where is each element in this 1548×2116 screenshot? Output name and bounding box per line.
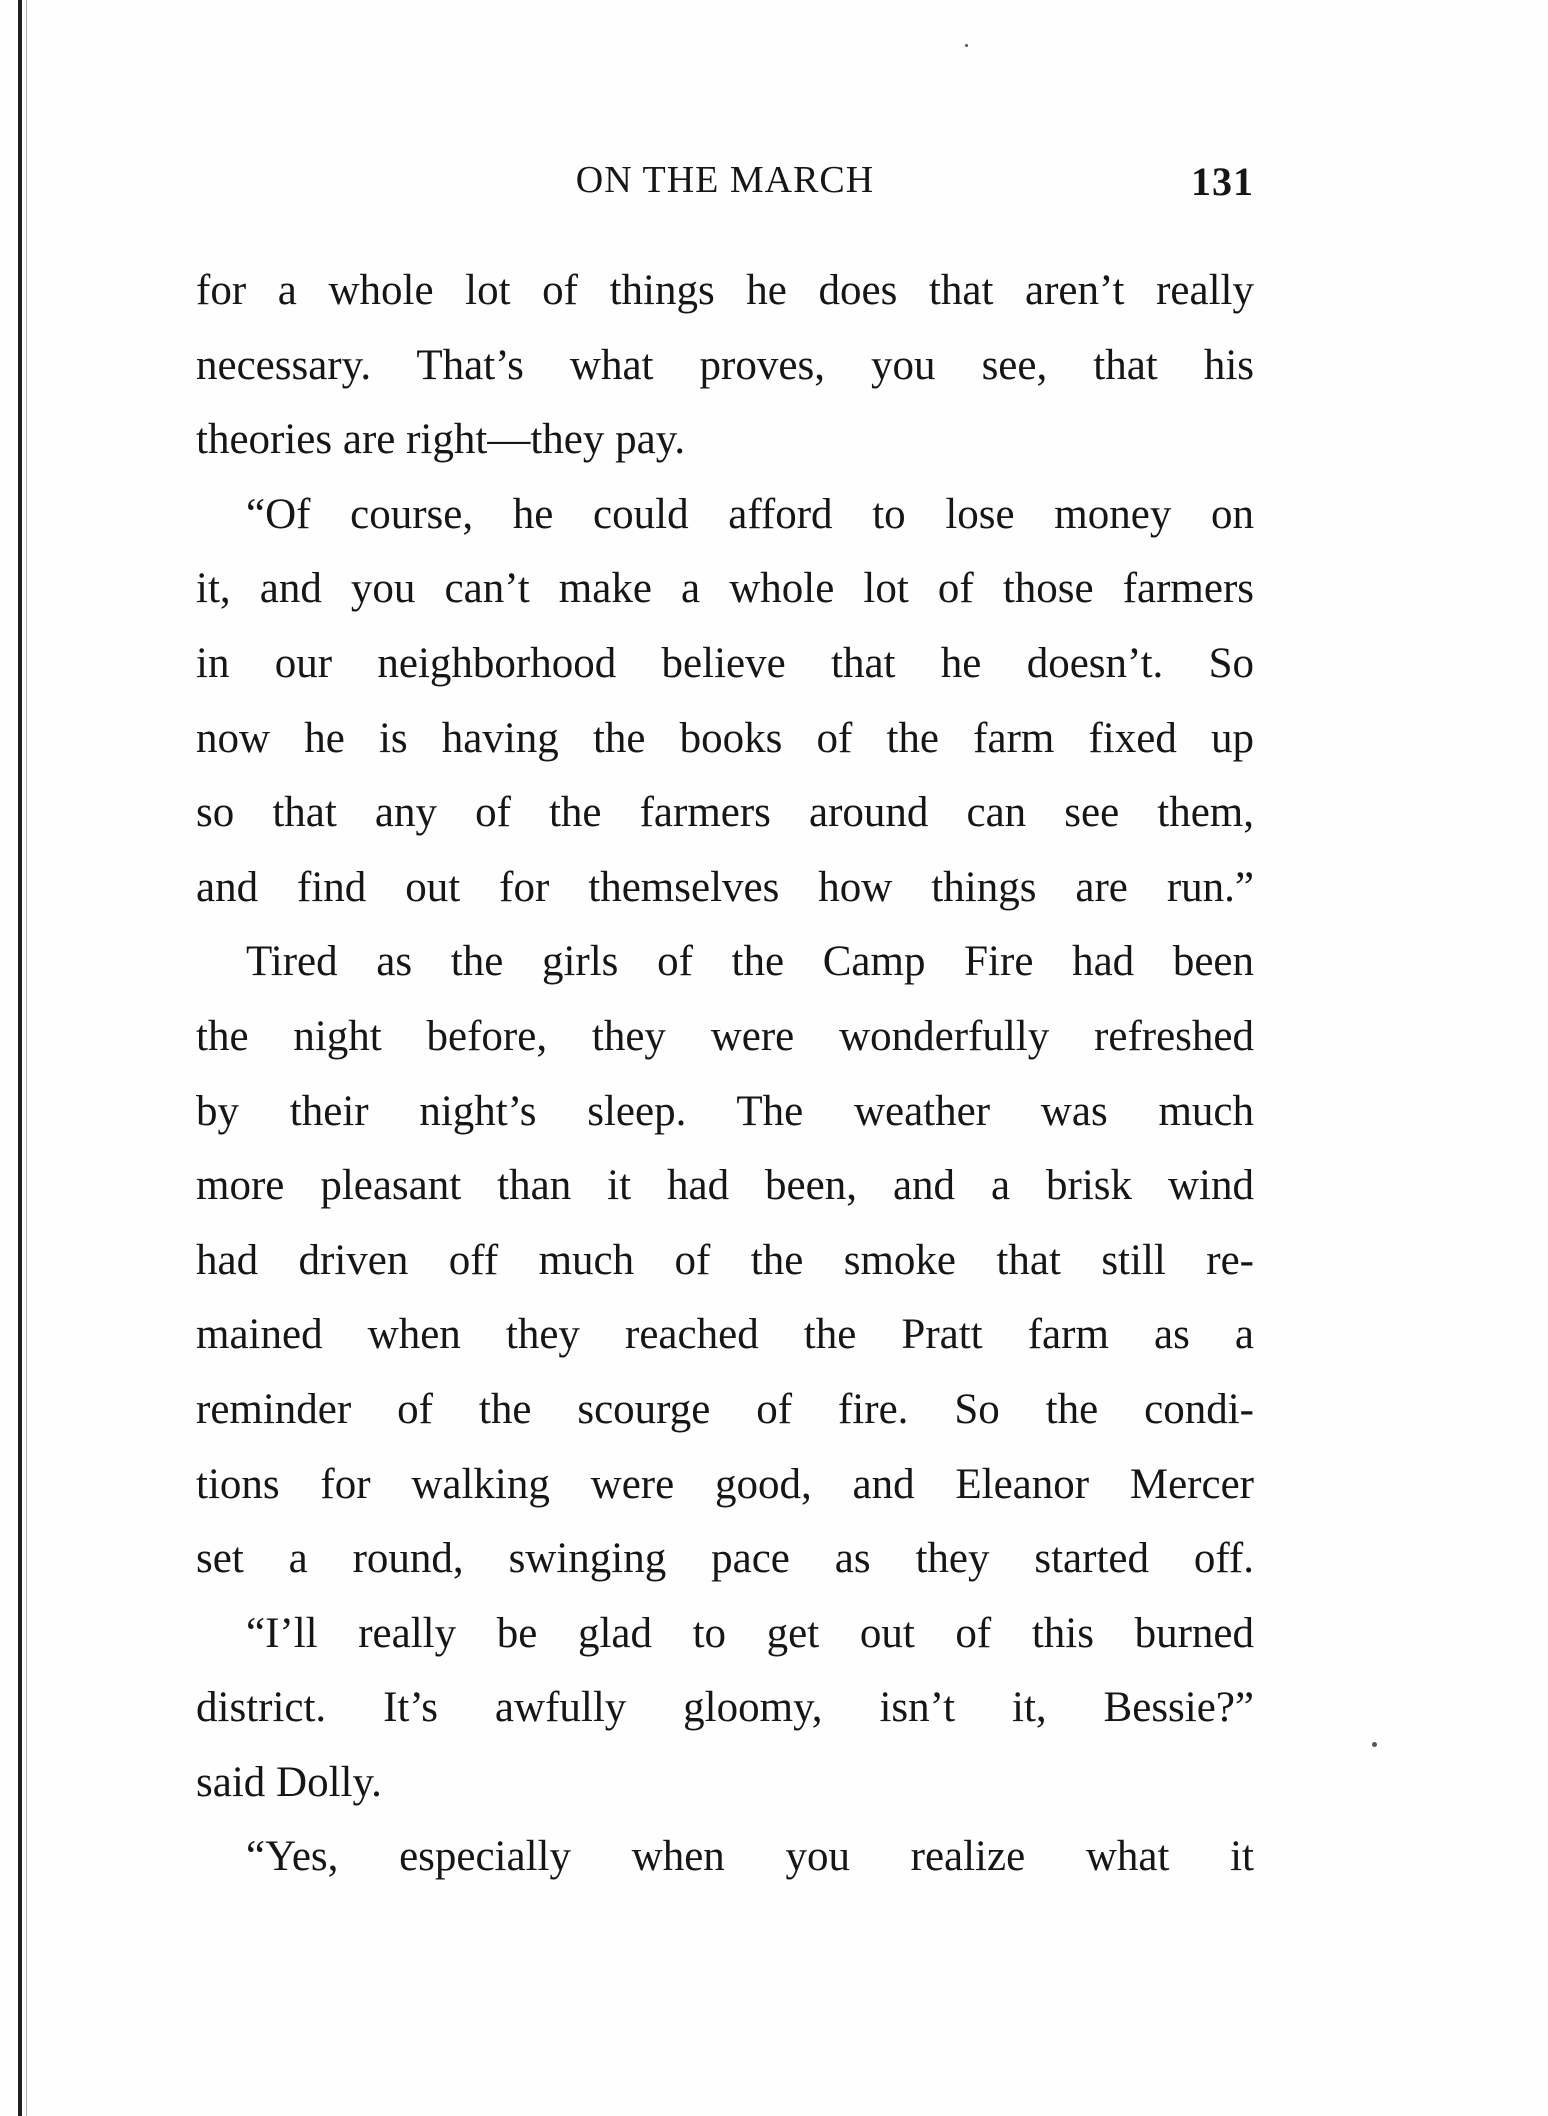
text-line: for a whole lot of things he does that aren’t really — [196, 267, 1254, 314]
binding-edge — [18, 0, 22, 2116]
text-line: Tired as the girls of the Camp Fire had been — [246, 938, 1254, 986]
text-line: more pleasant than it had been, and a brisk wind — [196, 1162, 1254, 1210]
text-line: district. It’s awfully gloomy, isn’t it, Bessie?” — [196, 1684, 1254, 1732]
body-text — [196, 254, 1254, 1895]
text-line: had driven off much of the smoke that still re- — [196, 1236, 1254, 1284]
running-head — [196, 158, 1254, 218]
text-line: said Dolly. — [196, 1758, 382, 1806]
text-line: “I’ll really be glad to get out of this burned — [246, 1609, 1254, 1657]
text-line: so that any of the farmers around can see them, — [196, 789, 1254, 837]
text-line: reminder of the scourge of fire. So the condi- — [196, 1385, 1254, 1433]
text-line: it, and you can’t make a whole lot of those farmers — [196, 565, 1254, 613]
running-head-title: ON THE MARCH — [575, 159, 875, 201]
text-line: now he is having the books of the farm fixed up — [196, 714, 1254, 762]
text-line: mained when they reached the Pratt farm as a — [196, 1311, 1254, 1359]
text-line: theories are right—they pay. — [196, 416, 686, 464]
text-line: set a round, swinging pace as they started off. — [196, 1535, 1254, 1583]
text-line: necessary. That’s what proves, you see, that his — [196, 341, 1254, 389]
page-number: 131 — [1191, 159, 1254, 204]
text-line: “Of course, he could afford to lose money on — [246, 490, 1254, 538]
text-line: tions for walking were good, and Eleanor Mercer — [196, 1460, 1254, 1508]
scan-speck — [965, 44, 968, 47]
text-line: “Yes, especially when you realize what it — [246, 1833, 1254, 1881]
text-line: by their night’s sleep. The weather was much — [196, 1087, 1254, 1135]
binding-edge-shadow — [26, 0, 27, 2116]
text-line: and find out for themselves how things are run.” — [196, 863, 1254, 911]
text-line: the night before, they were wonderfully refreshed — [196, 1012, 1254, 1060]
text-line: in our neighborhood believe that he doesn’t. So — [196, 639, 1254, 687]
scan-speck — [1372, 1742, 1377, 1747]
